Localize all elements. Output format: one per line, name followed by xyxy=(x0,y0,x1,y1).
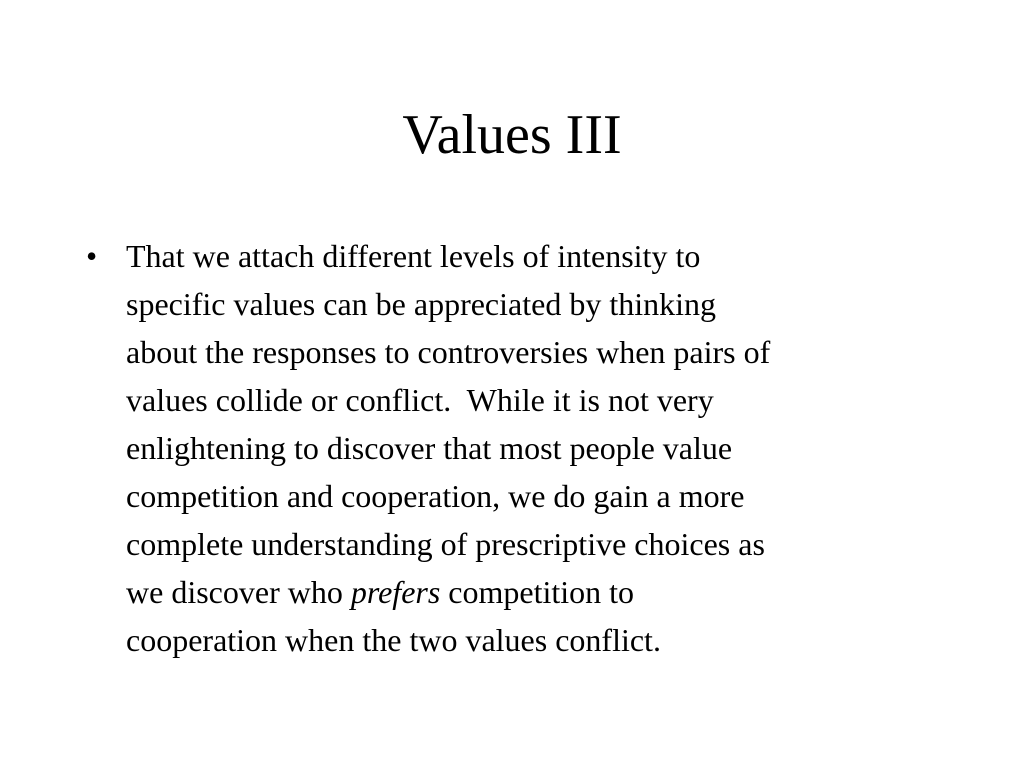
text-segment: we discover who xyxy=(126,574,351,610)
text-line: competition and cooperation, we do gain a more xyxy=(126,478,745,514)
text-line: complete understanding of prescriptive choices as xyxy=(126,526,765,562)
emphasis-text: prefers xyxy=(350,574,441,610)
text-line: specific values can be appreciated by thinking xyxy=(126,286,716,322)
bullet-list xyxy=(86,232,946,664)
text-line: cooperation when the two values conflict. xyxy=(126,622,661,658)
text-line: That we attach different levels of intensity to xyxy=(126,238,701,274)
text-line: about the responses to controversies when pairs of xyxy=(126,334,771,370)
bullet-text xyxy=(126,232,946,664)
list-item xyxy=(86,232,946,664)
text-line: values collide or conflict. While it is not very xyxy=(126,382,714,418)
text-line: enlightening to discover that most people value xyxy=(126,430,733,466)
text-segment: competition to xyxy=(440,574,635,610)
bullet-icon: • xyxy=(86,238,98,274)
slide-title: Values III xyxy=(402,104,622,166)
text-line xyxy=(126,568,946,616)
